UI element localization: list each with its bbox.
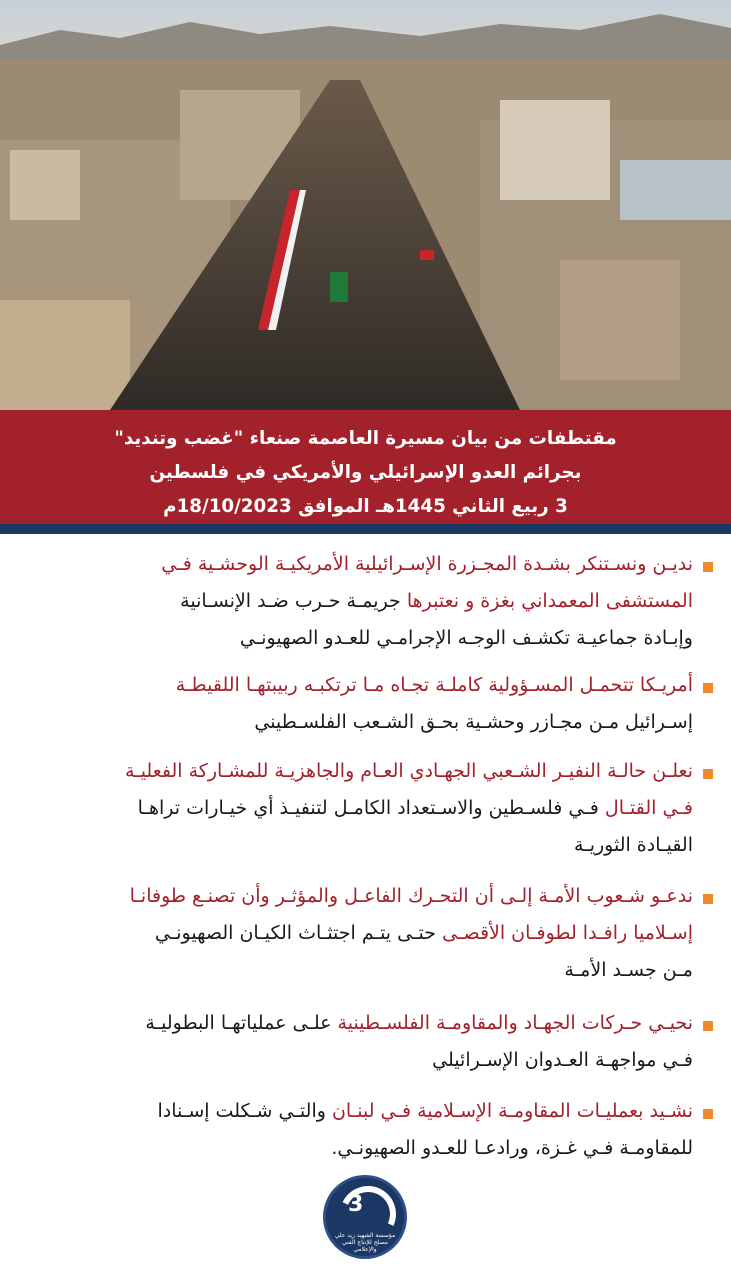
header-photo (0, 0, 731, 410)
statement-line: مـن جسـد الأمـة (564, 959, 693, 981)
statement-item (34, 753, 693, 864)
statement-item (34, 1005, 693, 1079)
title-line-2: بجرائم العدو الإسرائيلي والأمريكي في فلسطين (149, 462, 582, 483)
statement-item (34, 667, 693, 741)
statement-line: ندعـو شـعوب الأمـة إلـى أن التحـرك الفاعـل والمؤثـر وأن تصنـع طوفانـا (129, 885, 693, 907)
title-banner (0, 410, 731, 524)
statement-line: فـي مواجهـة العـدوان الإسـرائيلي (432, 1049, 693, 1071)
statement-line: نعلـن حالـة النفيـر الشـعبي الجهـادي العـام والجاهزيـة للمشـاركة الفعليـة (124, 760, 693, 782)
statement-line: وإبـادة جماعيـة تكشـف الوجـه الإجرامـي للعـدو الصهيونـي (239, 627, 693, 649)
bullet-square-icon (703, 562, 713, 572)
bullet-square-icon (703, 683, 713, 693)
title-line-3: 3 ربيع الثاني 1445هـ الموافق 18/10/2023م (163, 496, 568, 517)
statement-line: القيـادة الثوريـة (573, 834, 693, 856)
bullet-square-icon (703, 894, 713, 904)
bullet-square-icon (703, 1109, 713, 1119)
statement-item (34, 1093, 693, 1167)
title-line-1: مقتطفات من بيان مسيرة العاصمة صنعاء "غضب وتنديد" (114, 428, 617, 449)
logo-number: 3 (348, 1192, 364, 1217)
statement-line: فـي القتـال فـي فلسـطين والاسـتعداد الكامـل لتنفيـذ أي خيـارات تراهـا (137, 797, 693, 819)
statement-line: نديـن ونسـتنكر بشـدة المجـزرة الإسـرائيلية الأمريكيـة الوحشـية فـي (161, 553, 693, 575)
statement-line: إسـرائيل مـن مجـازر وحشـية بحـق الشـعب الفلسـطيني (254, 711, 693, 733)
statement-line: نحيـي حـركات الجهـاد والمقاومـة الفلسـطينية علـى عملياتهـا البطوليـة (145, 1012, 693, 1034)
statement-list (34, 536, 693, 1167)
statement-line: نشـيد بعمليـات المقاومـة الإسـلامية فـي لبنـان والتـي شـكلت إسـنادا (157, 1100, 693, 1122)
statement-line: للمقاومـة فـي غـزة، ورادعـا للعـدو الصهيونـي. (331, 1137, 693, 1159)
logo-caption: مؤسسة الشهيد زيد علي مصلح للإنتاج الفني والإعلامي (334, 1232, 396, 1253)
divider-stripe (0, 524, 731, 534)
statement-item (34, 546, 693, 657)
statement-line: المستشفى المعمداني بغزة و نعتبرها جريمـة حـرب ضـد الإنسـانية (180, 590, 693, 612)
bullet-square-icon (703, 769, 713, 779)
statement-line: أمريـكا تتحمـل المسـؤولية كاملـة تجـاه مـا ترتكبـه ربيبتهـا اللقيطـة (175, 674, 693, 696)
bullet-square-icon (703, 1021, 713, 1031)
statement-item (34, 878, 693, 989)
crowd-photo-illustration (0, 0, 731, 410)
statement-line: إسـلاميا رافـدا لطوفـان الأقصـى حتـى يتـم اجتثـاث الكيـان الصهيونـي (154, 922, 693, 944)
foundation-logo (326, 1178, 404, 1256)
